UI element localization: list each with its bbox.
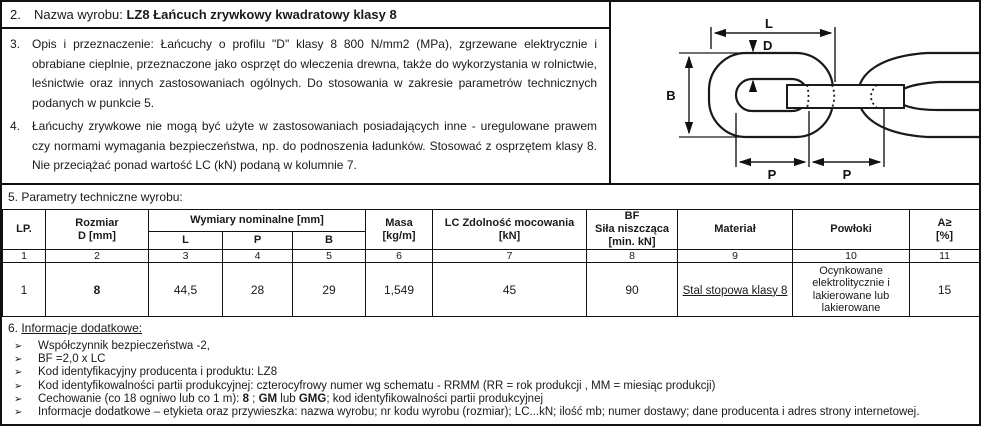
table-row bbox=[3, 263, 980, 317]
section5-heading: 5. Parametry techniczne wyrobu: bbox=[8, 190, 183, 204]
list-item: ➢ Kod identyfikowalności partii produkcyjnej: czterocyfrowy numer wg schematu - RRMM (RR = rok produkcji , MM = miesiąc produkcji) bbox=[8, 380, 971, 393]
list-item: ➢ Cechowanie (co 18 ogniwo lub co 1 m): 8 ; GM lub GMG; kod identyfikowalności partii produkcyjnej bbox=[8, 393, 971, 406]
header-lc: LC Zdolność mocowania [kN] bbox=[433, 210, 587, 250]
chain-drawing-panel bbox=[611, 2, 979, 183]
text-column bbox=[2, 2, 611, 183]
arrow-bullet-icon: ➢ bbox=[14, 367, 23, 379]
cell-rozmiar: 8 bbox=[46, 263, 149, 317]
dim-label-P1: P bbox=[767, 167, 777, 182]
arrow-bullet-icon: ➢ bbox=[14, 354, 23, 366]
item-number-3: 3. bbox=[10, 37, 21, 51]
list-item: ➢ BF =2,0 x LC bbox=[8, 353, 971, 366]
parameters-table bbox=[2, 209, 980, 317]
chain-link-diagram bbox=[611, 2, 979, 185]
cell-bf: 90 bbox=[587, 263, 678, 317]
chain-links bbox=[679, 53, 979, 137]
description-text: Opis i przeznaczenie: Łańcuchy o profilu "D" klasy 8 800 N/mm2 (MPa), zgrzewane elektrycznie i obrabiane cieplnie, przeznaczone jako osprzęt do wleczenia drewna, także do wykorzystania w rolnictwie, leśnictwie oraz innych zastosowaniach ogólnych. Do stosowania w zakresie parametrów technicznych podanych w punkcie 5. bbox=[32, 37, 597, 110]
description-block bbox=[2, 29, 609, 183]
list-item: ➢ Współczynnik bezpieczeństwa -2, bbox=[8, 340, 971, 353]
column-number-row: 1 2 3 4 5 6 7 8 9 10 11 bbox=[3, 250, 980, 263]
header-material: Materiał bbox=[678, 210, 793, 250]
cell-lp: 1 bbox=[3, 263, 46, 317]
list-item: ➢ Informacje dodatkowe – etykieta oraz przywieszka: nazwa wyrobu; nr kodu wyrobu (rozmiar); LC...kN; ilość mb; numer dostawy; dane producenta i adres strony internetowej. bbox=[8, 406, 971, 419]
section6-heading: 6. Informacje dodatkowe: bbox=[8, 321, 143, 335]
subheader-L: L bbox=[149, 231, 223, 249]
cell-P: 28 bbox=[223, 263, 293, 317]
header-lp: LP. bbox=[3, 210, 46, 250]
arrow-bullet-icon: ➢ bbox=[14, 380, 23, 392]
dim-label-B: B bbox=[666, 88, 676, 103]
cell-material: Stal stopowa klasy 8 bbox=[678, 263, 793, 317]
arrow-bullet-icon: ➢ bbox=[14, 407, 23, 419]
cell-powloki: Ocynkowane elektrolitycznie i lakierowane lub lakierowane bbox=[793, 263, 910, 317]
subheader-B: B bbox=[293, 231, 366, 249]
header-a: A≥ [%] bbox=[910, 210, 980, 250]
cell-masa: 1,549 bbox=[366, 263, 433, 317]
cell-B: 29 bbox=[293, 263, 366, 317]
item-number-4: 4. bbox=[10, 119, 21, 133]
header-masa: Masa [kg/m] bbox=[366, 210, 433, 250]
cell-L: 44,5 bbox=[149, 263, 223, 317]
list-item: ➢ Kod identyfikacyjny producenta i produktu: LZ8 bbox=[8, 366, 971, 379]
header-bf: BF Siła niszcząca [min. kN] bbox=[587, 210, 678, 250]
arrow-bullet-icon: ➢ bbox=[14, 393, 23, 405]
product-title: LZ8 Łańcuch zrywkowy kwadratowy klasy 8 bbox=[126, 7, 397, 22]
warning-text: Łańcuchy zrywkowe nie mogą być użyte w zastosowaniach posiadających inne - uregulowane prawem czy normami wymagania bezpieczeństwa, np. do podnoszenia ładunków. Stosować z osprzętem klasy 8. Nie przeciążać ponad wartość LC (kN) podaną w kolumnie 7. bbox=[32, 119, 597, 172]
arrow-bullet-icon: ➢ bbox=[14, 341, 23, 352]
dim-label-D: D bbox=[763, 38, 773, 53]
product-name-row bbox=[2, 2, 609, 29]
product-name-label: Nazwa wyrobu: LZ8 Łańcuch zrywkowy kwadratowy klasy 8 bbox=[34, 7, 397, 22]
dim-label-L: L bbox=[765, 16, 773, 31]
section6 bbox=[2, 317, 979, 423]
header-rozmiar: Rozmiar D [mm] bbox=[46, 210, 149, 250]
description-item-3 bbox=[10, 35, 597, 113]
header-powloki: Powłoki bbox=[793, 210, 910, 250]
subheader-P: P bbox=[223, 231, 293, 249]
header-wymiary: Wymiary nominalne [mm] bbox=[149, 210, 366, 232]
top-section bbox=[2, 2, 979, 185]
cell-lc: 45 bbox=[433, 263, 587, 317]
item-number-2: 2. bbox=[10, 7, 21, 22]
warning-item-4 bbox=[10, 117, 597, 176]
cell-a: 15 bbox=[910, 263, 980, 317]
dim-label-P2: P bbox=[842, 167, 852, 182]
